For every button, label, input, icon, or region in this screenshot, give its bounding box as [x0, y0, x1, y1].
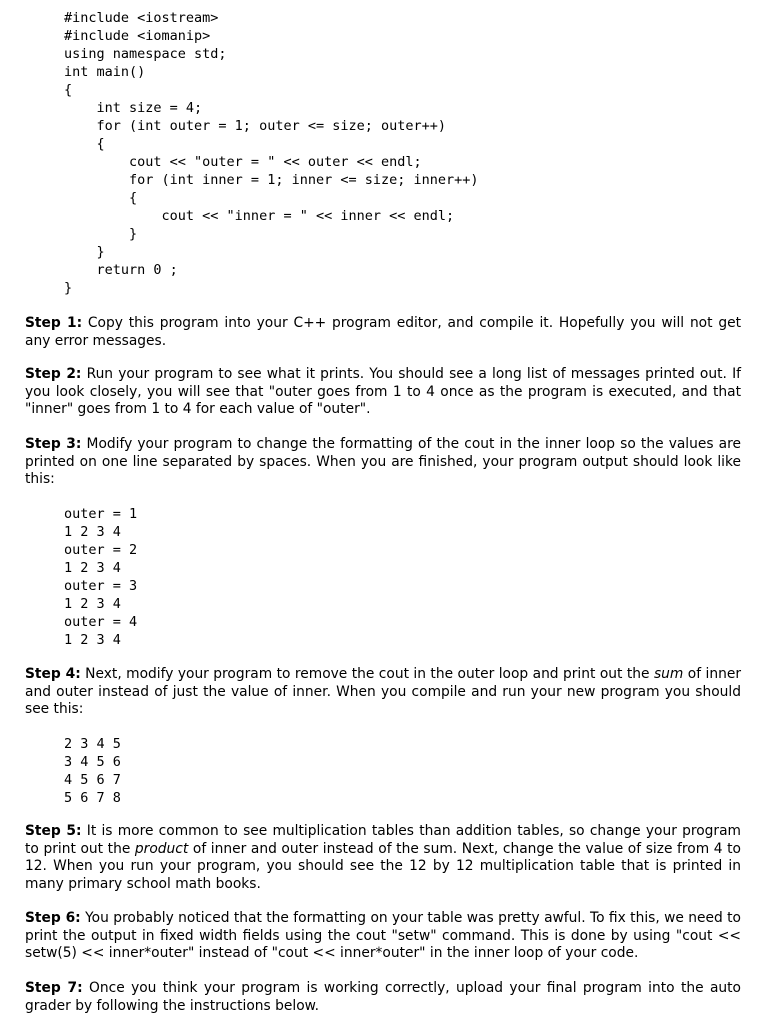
code-line: cout << "inner = " << inner << endl; — [64, 208, 455, 224]
code-line: } — [64, 244, 105, 260]
output-line: 4 5 6 7 — [64, 772, 121, 788]
step-text: Once you think your program is working correctly, upload your final program into the auto grader by following the instructions below. — [25, 980, 741, 1014]
code-line: for (int inner = 1; inner <= size; inner++) — [64, 172, 479, 188]
output-line: 3 4 5 6 — [64, 754, 121, 770]
step-7 — [25, 980, 741, 1015]
code-line: } — [64, 226, 138, 242]
output-line: outer = 3 — [64, 578, 138, 594]
step-label: Step 6: — [25, 910, 81, 926]
output-line: 1 2 3 4 — [64, 524, 121, 540]
step-text: You probably noticed that the formatting on your table was pretty awful. To fix this, we need to print the output in fixed width fields using the cout "setw" command. This is done by using "cout << setw(5) << inner*outer" instead of "cout << inner*outer" in the inner loop of your code. — [25, 910, 741, 961]
output-block-1 — [64, 505, 137, 649]
step-3 — [25, 436, 741, 489]
step-text: Next, modify your program to remove the cout in the outer loop and print out the — [80, 666, 654, 682]
step-emphasis: sum — [653, 666, 684, 682]
step-4 — [25, 666, 741, 719]
step-2 — [25, 366, 741, 419]
code-listing — [64, 9, 479, 297]
code-line: { — [64, 190, 138, 206]
code-line: } — [64, 280, 73, 296]
output-block-2 — [64, 735, 121, 807]
output-line: outer = 2 — [64, 542, 138, 558]
output-line: outer = 1 — [64, 506, 138, 522]
code-line: using namespace std; — [64, 46, 227, 62]
code-line: #include <iomanip> — [64, 28, 211, 44]
output-line: 2 3 4 5 — [64, 736, 121, 752]
output-line: 1 2 3 4 — [64, 596, 121, 612]
output-line: 1 2 3 4 — [64, 632, 121, 648]
code-line: cout << "outer = " << outer << endl; — [64, 154, 422, 170]
step-text: of inner and outer instead of just the value of inner. When you compile and run your new program you should see this: — [25, 666, 741, 717]
step-label: Step 2: — [25, 366, 82, 382]
code-line: int main() — [64, 64, 146, 80]
output-line: 1 2 3 4 — [64, 560, 121, 576]
step-text: Modify your program to change the formatting of the cout in the inner loop so the values are printed on one line separated by spaces. When you are finished, your program output should look like this: — [25, 436, 741, 487]
code-line: { — [64, 82, 73, 98]
step-text: It is more common to see multiplication tables than addition tables, so change your program to print out the — [25, 823, 741, 857]
step-6 — [25, 910, 741, 963]
step-emphasis: product — [134, 840, 189, 857]
step-text: Copy this program into your C++ program editor, and compile it. Hopefully you will not get any error messages. — [25, 315, 741, 349]
code-line: #include <iostream> — [64, 10, 219, 26]
code-line: return 0 ; — [64, 262, 178, 278]
output-line: 5 6 7 8 — [64, 790, 121, 806]
step-text: of inner and outer instead of the sum. Next, change the value of size from 4 to 12. When you run your program, you should see the 12 by 12 multiplication table that is printed in many primary school math books. — [25, 840, 741, 892]
step-label: Step 4: — [25, 666, 81, 682]
code-line: { — [64, 136, 105, 152]
code-line: for (int outer = 1; outer <= size; outer++) — [64, 118, 447, 134]
step-label: Step 5: — [25, 823, 82, 839]
step-1 — [25, 315, 741, 350]
step-label: Step 1: — [25, 315, 83, 331]
code-line: int size = 4; — [64, 100, 203, 116]
step-text: Run your program to see what it prints. You should see a long list of messages printed out. If you look closely, you will see that "outer goes from 1 to 4 once as the program is executed, and that "inner" goes from 1 to 4 for each value of "outer". — [25, 366, 741, 417]
step-label: Step 3: — [25, 436, 82, 452]
output-line: outer = 4 — [64, 614, 138, 630]
step-label: Step 7: — [25, 980, 83, 996]
step-5 — [25, 823, 741, 893]
